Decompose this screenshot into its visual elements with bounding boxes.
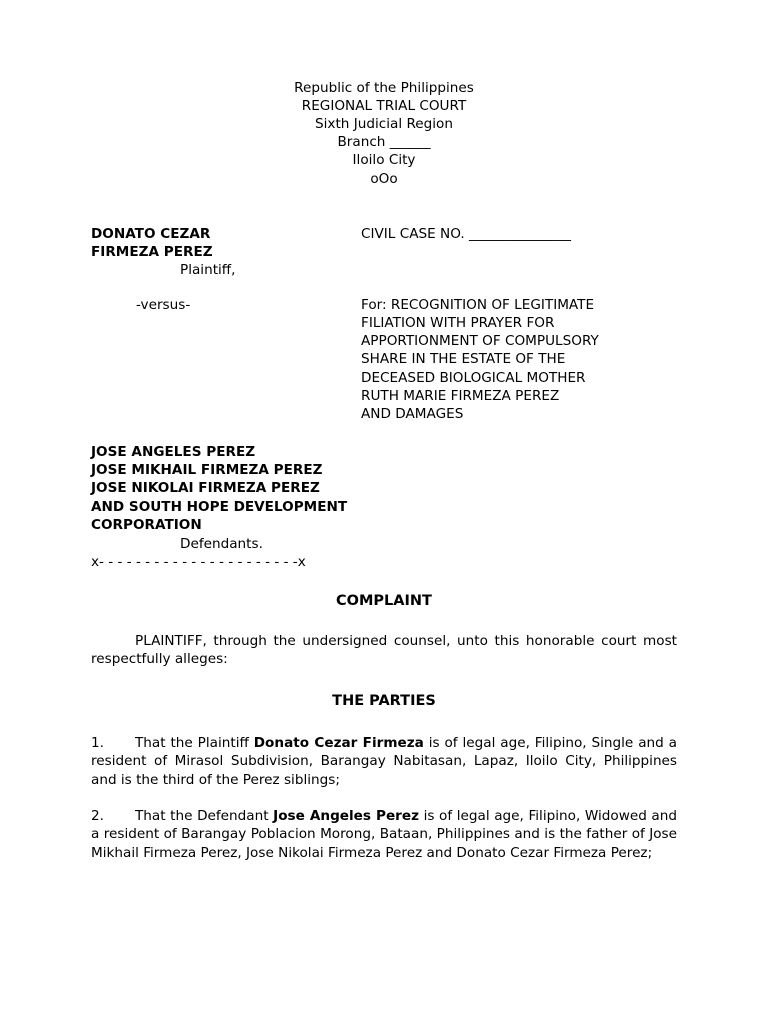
defendant-name-line: JOSE MIKHAIL FIRMEZA PEREZ <box>91 462 323 478</box>
civil-case-number: CIVIL CASE NO. _______________ <box>361 226 571 242</box>
caption-divider: x- - - - - - - - - - - - - - - - - - - - - -x <box>91 554 306 570</box>
defendant-name-line: JOSE ANGELES PEREZ <box>91 444 256 460</box>
plaintiff-name-line2: FIRMEZA PEREZ <box>91 244 213 260</box>
paragraph-number: 1. <box>91 735 104 751</box>
section-title: THE PARTIES <box>332 693 436 709</box>
versus-label: -versus- <box>136 297 191 313</box>
party-name: Jose Angeles Perez <box>273 808 420 824</box>
header-region: Sixth Judicial Region <box>315 116 453 132</box>
header-court: REGIONAL TRIAL COURT <box>301 98 467 114</box>
paragraph-prefix: That the Defendant <box>135 808 274 824</box>
header-separator: oOo <box>370 171 398 187</box>
case-nature-line: SHARE IN THE ESTATE OF THE <box>361 351 566 367</box>
case-nature-line: FILIATION WITH PRAYER FOR <box>361 315 555 331</box>
defendant-name-line: JOSE NIKOLAI FIRMEZA PEREZ <box>91 480 320 496</box>
case-nature-line: DECEASED BIOLOGICAL MOTHER <box>361 370 586 386</box>
defendant-name-line: CORPORATION <box>91 517 202 533</box>
paragraph-number: 2. <box>91 808 104 824</box>
allegation-paragraph <box>91 734 677 789</box>
paragraph-suffix: is of legal age, Filipino, Widowed and a resident of Barangay Poblacion Morong, Bataan, Philippines and is the father of Jose Mikhail Firmeza Perez, Jose Nikolai Firmeza Perez and Donato Cezar Firmeza Perez; <box>91 808 677 861</box>
header-republic: Republic of the Philippines <box>294 80 474 96</box>
complaint-title: COMPLAINT <box>336 593 432 609</box>
allegation-paragraph <box>91 807 677 862</box>
case-nature-line: APPORTIONMENT OF COMPULSORY <box>361 333 599 349</box>
case-nature-line: RUTH MARIE FIRMEZA PEREZ <box>361 388 560 404</box>
defendants-role: Defendants. <box>180 536 263 552</box>
case-nature-line: AND DAMAGES <box>361 406 464 422</box>
header-branch: Branch ______ <box>337 134 431 150</box>
plaintiff-role: Plaintiff, <box>180 262 236 278</box>
paragraph-prefix: That the Plaintiff <box>135 735 254 751</box>
header-city: Iloilo City <box>352 152 416 168</box>
intro-paragraph <box>91 632 677 669</box>
plaintiff-name-line1: DONATO CEZAR <box>91 226 211 242</box>
case-nature-line: For: RECOGNITION OF LEGITIMATE <box>361 297 595 313</box>
paragraph-suffix: is of legal age, Filipino, Single and a resident of Mirasol Subdivision, Barangay Nabitasan, Lapaz, Iloilo City, Philippines and is the third of the Perez siblings; <box>91 735 677 788</box>
defendant-name-line: AND SOUTH HOPE DEVELOPMENT <box>91 499 348 515</box>
intro-text: PLAINTIFF, through the undersigned counsel, unto this honorable court most respectfully alleges: <box>91 633 677 668</box>
party-name: Donato Cezar Firmeza <box>253 735 424 751</box>
